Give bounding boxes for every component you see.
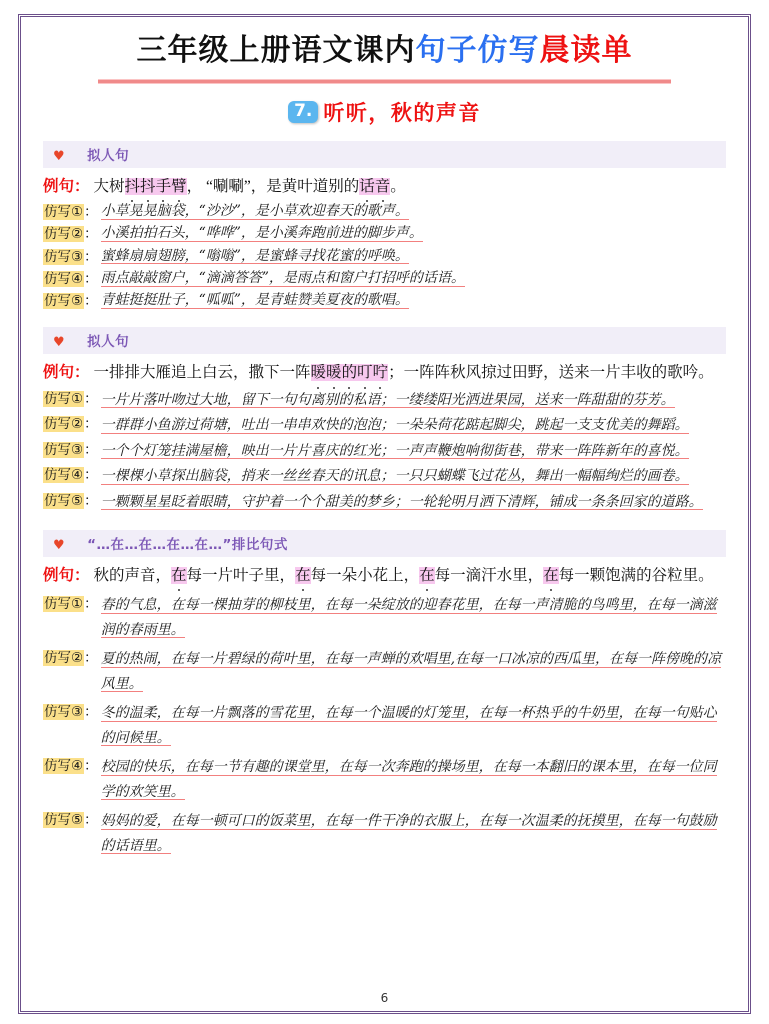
answer-tag-label: 仿写⑤ bbox=[44, 812, 84, 829]
answer-tag-label: 仿写④ bbox=[44, 467, 84, 484]
answer-text-underlined: 小草晃晃脑袋，“沙沙”，是小草欢迎春天的歌声。 bbox=[100, 203, 409, 220]
answer-text[interactable] bbox=[101, 490, 726, 515]
example-text: 每一片叶子里， bbox=[186, 567, 296, 585]
example-text: 每一朵小花上， bbox=[310, 567, 420, 585]
answer-row bbox=[43, 490, 726, 515]
answer-tag-label: 仿写① bbox=[44, 596, 84, 613]
answer-tag: 仿写③： bbox=[44, 248, 98, 265]
heart-icon: ♥ bbox=[53, 149, 66, 164]
lesson-number-badge: 7. bbox=[288, 101, 318, 123]
section bbox=[43, 141, 726, 311]
example-highlight: 在 bbox=[171, 567, 187, 584]
answer-tag-label: 仿写① bbox=[44, 390, 84, 407]
answer-text[interactable] bbox=[101, 647, 726, 696]
example-text: 。 bbox=[390, 178, 406, 195]
answer-tag-label: 仿写① bbox=[44, 204, 84, 221]
section-header-label: 拟人句 bbox=[87, 148, 130, 164]
answer-tag: 仿写⑤： bbox=[44, 492, 98, 509]
answer-text-underlined: 一棵棵小草探出脑袋，捎来一丝丝春天的讯息；一只只蝴蝶飞过花丛，舞出一幅幅绚烂的画卷。 bbox=[100, 468, 689, 485]
answer-text-underlined: 雨点敲敲窗户，“滴滴答答”，是雨点和窗户打招呼的话语。 bbox=[100, 269, 465, 286]
answer-tag-label: 仿写④ bbox=[44, 270, 84, 287]
answer-tag-label: 仿写② bbox=[44, 650, 84, 667]
example-text: ；一阵阵秋风掠过田野，送来一片丰收的歌吟。 bbox=[388, 364, 714, 382]
answer-text-underlined: 青蛙挺挺肚子，“呱呱”，是青蛙赞美夏夜的歌唱。 bbox=[100, 292, 409, 309]
section bbox=[43, 327, 726, 514]
lesson-title: 听听，秋的声音 bbox=[323, 101, 481, 125]
example-sentence bbox=[43, 174, 726, 199]
example-text: 一排排大雁追上白云，撒下一阵 bbox=[93, 364, 311, 382]
answer-tag: 仿写⑤： bbox=[44, 293, 98, 310]
answer-text-underlined: 春的气息，在每一棵抽芽的柳枝里，在每一朵绽放的迎春花里，在每一声清脆的鸟鸣里，在每一滴滋润的春雨里。 bbox=[100, 597, 717, 638]
answer-row bbox=[43, 290, 726, 311]
answer-text-underlined: 蜜蜂扇扇翅膀，“嗡嗡”，是蜜蜂寻找花蜜的呼唤。 bbox=[100, 247, 409, 264]
answer-text-underlined: 夏的热闹，在每一片碧绿的荷叶里，在每一声蝉的欢唱里,在每一口冰凉的西瓜里，在每一阵傍晚的凉风里。 bbox=[100, 651, 722, 692]
heart-icon: ♥ bbox=[53, 335, 66, 351]
answer-tag: 仿写③： bbox=[44, 704, 98, 721]
answer-tag-label: 仿写② bbox=[44, 226, 84, 243]
answer-row bbox=[43, 388, 726, 413]
answer-row bbox=[43, 755, 726, 804]
example-text: 秋的声音， bbox=[93, 567, 172, 585]
answer-text[interactable] bbox=[101, 201, 726, 222]
example-sentence bbox=[43, 563, 726, 588]
answer-text[interactable] bbox=[101, 439, 726, 464]
section-header bbox=[43, 327, 726, 354]
page-title bbox=[43, 33, 726, 69]
answer-tag: 仿写②： bbox=[44, 416, 98, 433]
answer-tag: 仿写①： bbox=[44, 390, 98, 407]
answer-tag: 仿写①： bbox=[44, 204, 98, 221]
heart-icon: ♥ bbox=[53, 538, 66, 554]
example-highlight: 暖暖的叮咛 bbox=[311, 364, 389, 381]
answer-tag: 仿写④： bbox=[44, 758, 98, 775]
example-text: ， “唰唰”，是黄叶道别的 bbox=[186, 178, 360, 195]
answer-text-underlined: 一颗颗星星眨着眼睛，守护着一个个甜美的梦乡；一轮轮明月洒下清辉，铺成一条条回家的道路。 bbox=[100, 493, 703, 510]
example-sentence bbox=[43, 360, 726, 385]
section-header bbox=[43, 530, 726, 557]
answer-text[interactable] bbox=[101, 413, 726, 438]
example-highlight: 抖抖手臂 bbox=[125, 178, 187, 195]
example-highlight: 在 bbox=[295, 567, 311, 584]
example-label: 例句： bbox=[43, 178, 90, 195]
answer-row bbox=[43, 246, 726, 267]
example-text: 每一颗饱满的谷粒里。 bbox=[558, 567, 714, 585]
answer-text[interactable] bbox=[101, 593, 726, 642]
title-part-grade: 三年级上册语文课内 bbox=[136, 34, 416, 67]
answer-row bbox=[43, 647, 726, 696]
answer-text[interactable] bbox=[101, 701, 726, 750]
answer-text-underlined: 冬的温柔，在每一片飘落的雪花里，在每一个温暖的灯笼里，在每一杯热乎的牛奶里，在每一句贴心的问候里。 bbox=[100, 705, 717, 746]
answer-row bbox=[43, 439, 726, 464]
example-text: 大树 bbox=[93, 178, 125, 195]
section-header bbox=[43, 141, 726, 168]
section-header-label: 拟人句 bbox=[87, 334, 130, 351]
answer-row bbox=[43, 809, 726, 858]
answer-row bbox=[43, 593, 726, 642]
answer-tag-label: 仿写③ bbox=[44, 441, 84, 458]
page-number: 6 bbox=[380, 991, 389, 1005]
answer-text[interactable] bbox=[101, 464, 726, 489]
answer-list bbox=[43, 388, 726, 515]
example-label: 例句： bbox=[43, 567, 90, 585]
title-part-suffix: 晨读单 bbox=[539, 34, 633, 67]
example-text: 每一滴汗水里， bbox=[434, 567, 544, 585]
answer-text[interactable] bbox=[101, 268, 726, 289]
answer-list bbox=[43, 201, 726, 311]
example-highlight: 在 bbox=[419, 567, 435, 584]
answer-text[interactable] bbox=[101, 223, 726, 244]
lesson-heading bbox=[43, 97, 726, 127]
title-part-topic: 句子仿写 bbox=[415, 34, 540, 67]
sections-container bbox=[43, 141, 726, 858]
answer-tag: 仿写⑤： bbox=[44, 812, 98, 829]
section-header-label: “…在…在…在…在…”排比句式 bbox=[87, 537, 288, 554]
section bbox=[43, 530, 726, 858]
example-label: 例句： bbox=[43, 364, 90, 382]
answer-text[interactable] bbox=[101, 755, 726, 804]
title-area bbox=[43, 29, 726, 127]
answer-text-underlined: 一群群小鱼游过荷塘，吐出一串串欢快的泡泡；一朵朵荷花踮起脚尖，跳起一支支优美的舞蹈。 bbox=[100, 417, 689, 434]
answer-row bbox=[43, 701, 726, 750]
answer-row bbox=[43, 268, 726, 289]
answer-text[interactable] bbox=[101, 246, 726, 267]
answer-tag-label: 仿写⑤ bbox=[44, 293, 84, 310]
answer-row bbox=[43, 413, 726, 438]
answer-text-underlined: 一片片落叶吻过大地，留下一句句离别的私语；一缕缕阳光洒进果园，送来一阵甜甜的芬芳。 bbox=[100, 391, 675, 408]
page-border-frame bbox=[18, 14, 751, 1014]
answer-text[interactable] bbox=[101, 290, 726, 311]
answer-tag: 仿写①： bbox=[44, 596, 98, 613]
answer-text-underlined: 校园的快乐，在每一节有趣的课堂里，在每一次奔跑的操场里，在每一本翻旧的课本里，在每一位同学的欢笑里。 bbox=[100, 759, 717, 800]
example-highlight: 在 bbox=[543, 567, 559, 584]
answer-row bbox=[43, 223, 726, 244]
answer-tag: 仿写③： bbox=[44, 441, 98, 458]
answer-tag-label: 仿写③ bbox=[44, 704, 84, 721]
answer-list bbox=[43, 593, 726, 858]
answer-tag-label: 仿写② bbox=[44, 416, 84, 433]
answer-tag: 仿写④： bbox=[44, 467, 98, 484]
answer-tag-label: 仿写④ bbox=[44, 758, 84, 775]
answer-row bbox=[43, 464, 726, 489]
answer-tag: 仿写②： bbox=[44, 226, 98, 243]
answer-tag-label: 仿写⑤ bbox=[44, 492, 84, 509]
answer-text-underlined: 一个个灯笼挂满屋檐，映出一片片喜庆的红光；一声声鞭炮响彻街巷，带来一阵阵新年的喜悦。 bbox=[100, 442, 689, 459]
example-highlight: 话音 bbox=[359, 178, 390, 195]
answer-tag: 仿写④： bbox=[44, 270, 98, 287]
answer-row bbox=[43, 201, 726, 222]
title-divider bbox=[98, 79, 672, 84]
answer-text[interactable] bbox=[101, 388, 726, 413]
answer-text-underlined: 小溪拍拍石头，“哗哗”，是小溪奔跑前进的脚步声。 bbox=[100, 225, 423, 242]
answer-tag-label: 仿写③ bbox=[44, 248, 84, 265]
answer-text[interactable] bbox=[101, 809, 726, 858]
answer-text-underlined: 妈妈的爱，在每一顿可口的饭菜里，在每一件干净的衣服上，在每一次温柔的抚摸里，在每一句鼓励的话语里。 bbox=[100, 813, 717, 854]
answer-tag: 仿写②： bbox=[44, 650, 98, 667]
